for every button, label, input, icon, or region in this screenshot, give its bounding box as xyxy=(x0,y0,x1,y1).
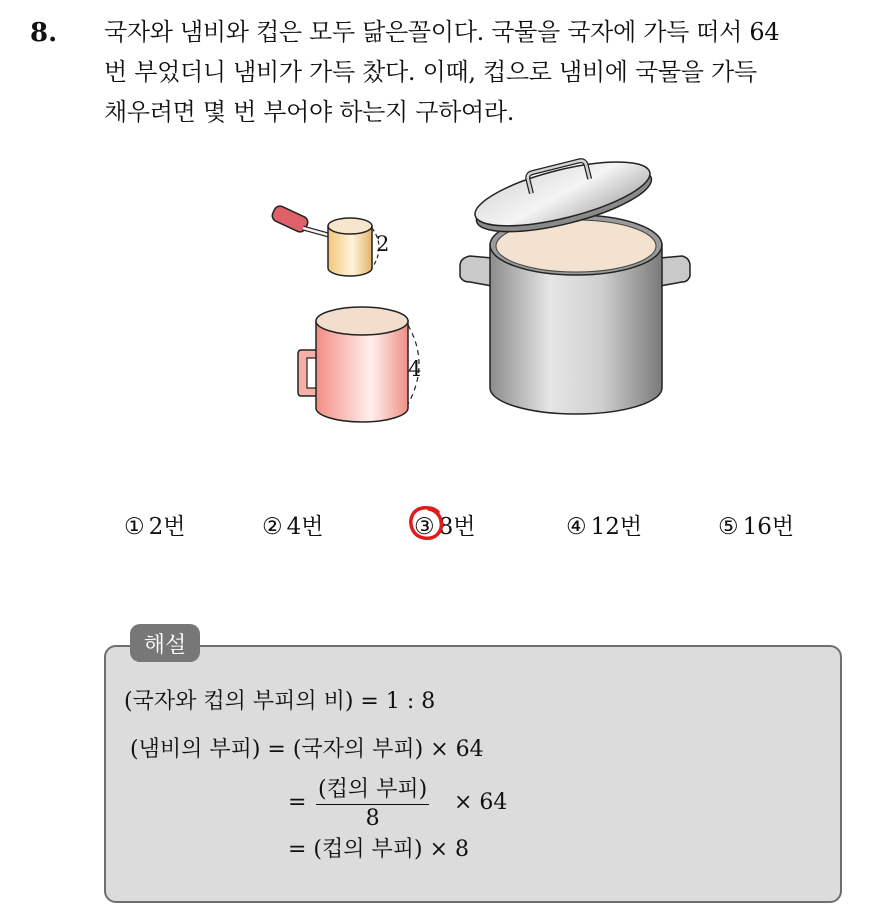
choice-3[interactable] xyxy=(414,508,475,541)
choice-2-mark: ② xyxy=(262,514,283,540)
solution-line-3-equals: = xyxy=(288,790,307,815)
choice-2[interactable] xyxy=(262,508,323,541)
choice-3-mark: ③ xyxy=(414,514,435,540)
choice-1-text: 2번 xyxy=(148,514,186,540)
pot xyxy=(460,145,690,414)
choice-2-text: 4번 xyxy=(286,514,324,540)
cup xyxy=(298,307,422,422)
ladle xyxy=(270,204,379,276)
solution-fraction xyxy=(316,772,429,831)
fraction-denominator: 8 xyxy=(365,806,380,831)
choice-1[interactable] xyxy=(124,508,185,541)
question-line-3: 채우려면 몇 번 부어야 하는지 구하여라. xyxy=(104,98,515,126)
cup-body xyxy=(316,321,408,422)
solution-line-4: = (컵의 부피) × 8 xyxy=(288,837,470,862)
question-line-2: 번 부었더니 냄비가 가득 찼다. 이때, 컵으로 냄비에 국물을 가득 xyxy=(104,58,757,86)
choice-4[interactable] xyxy=(566,508,642,541)
choice-5[interactable] xyxy=(718,508,794,541)
solution-tag: 해설 xyxy=(130,624,200,662)
cup-size-label: 4 xyxy=(408,357,422,381)
choice-5-text: 16번 xyxy=(742,514,795,540)
answer-choices xyxy=(0,508,884,544)
choice-1-mark: ① xyxy=(124,514,145,540)
question-number: 8. xyxy=(30,18,58,48)
solution-line-2: (냄비의 부피) = (국자의 부피) × 64 xyxy=(130,737,484,762)
solution-line-1: (국자와 컵의 부피의 비) = 1 : 8 xyxy=(124,689,436,714)
choice-3-text: 8번 xyxy=(438,514,476,540)
fraction-numerator: (컵의 부피) xyxy=(316,772,429,805)
question-line-1: 국자와 냄비와 컵은 모두 닮은꼴이다. 국물을 국자에 가득 떠서 64 xyxy=(104,18,780,46)
solution-line-3-tail: × 64 xyxy=(454,790,508,815)
choice-5-mark: ⑤ xyxy=(718,514,739,540)
choice-4-text: 12번 xyxy=(590,514,643,540)
ladle-size-label: 2 xyxy=(376,232,390,256)
choice-4-mark: ④ xyxy=(566,514,587,540)
